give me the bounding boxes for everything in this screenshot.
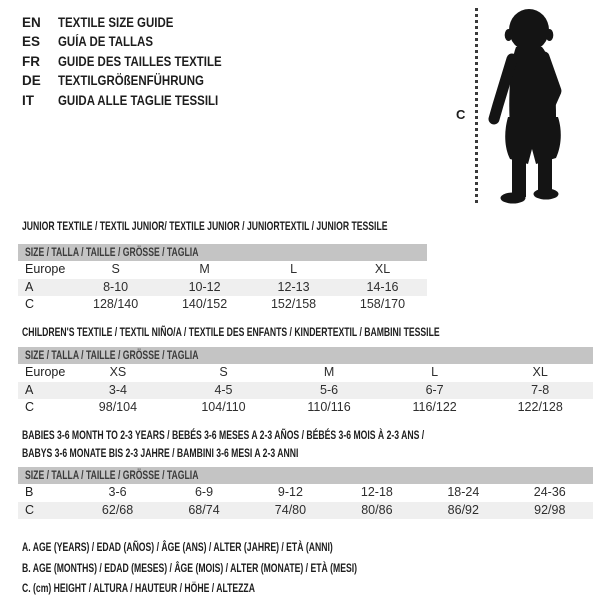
size-value: 7-8 bbox=[487, 382, 593, 400]
size-value: 4-5 bbox=[171, 382, 277, 400]
lang-title: GUÍA DE TALLAS bbox=[58, 34, 153, 50]
size-value: S bbox=[111, 262, 120, 276]
size-band-row bbox=[18, 467, 593, 484]
size-value: S bbox=[219, 365, 228, 379]
row-label: C bbox=[18, 502, 74, 520]
size-value: 6-9 bbox=[194, 485, 214, 499]
size-value: 14-16 bbox=[338, 279, 427, 297]
size-value: 74/80 bbox=[247, 502, 333, 520]
note-age-years-text: A. AGE (YEARS) / EDAD (AÑOS) / ÂGE (ANS) / ALTER (JAHRE) / ETÀ (ANNI) bbox=[22, 540, 333, 554]
row-label: Europe bbox=[25, 365, 66, 379]
size-value: XL bbox=[374, 262, 391, 276]
size-value: 6-7 bbox=[382, 382, 488, 400]
table-row bbox=[18, 296, 427, 314]
size-value: 80/86 bbox=[334, 502, 420, 520]
lang-code: ES bbox=[22, 34, 41, 50]
lang-row-de bbox=[22, 71, 251, 90]
table-row bbox=[18, 399, 593, 417]
size-value: L bbox=[290, 262, 298, 276]
table-row bbox=[18, 364, 593, 382]
note-age-years bbox=[22, 537, 487, 558]
lang-row-fr bbox=[22, 52, 251, 71]
row-label: A bbox=[18, 382, 65, 400]
size-value: L bbox=[431, 365, 439, 379]
lang-code: DE bbox=[22, 73, 41, 89]
babies-section-title-line2: BABYS 3-6 MONATE BIS 2-3 JAHRE / BAMBINI 3-6 MESI A 2-3 ANNI bbox=[22, 446, 299, 460]
size-value: XS bbox=[109, 365, 127, 379]
height-measure-dotted-line bbox=[475, 8, 478, 206]
size-value: 92/98 bbox=[507, 502, 593, 520]
children-size-table bbox=[18, 347, 593, 417]
junior-size-table bbox=[18, 244, 427, 314]
babies-size-table bbox=[18, 467, 593, 519]
size-value: M bbox=[199, 262, 210, 276]
children-section-title-text: CHILDREN'S TEXTILE / TEXTIL NIÑO/A / TEXTILE DES ENFANTS / KINDERTEXTIL / BAMBINI TESSILE bbox=[22, 325, 440, 339]
junior-section-title bbox=[22, 217, 530, 235]
note-age-months bbox=[22, 558, 487, 579]
children-section-title bbox=[22, 323, 600, 341]
lang-title: TEXTILE SIZE GUIDE bbox=[58, 15, 174, 30]
lang-code: EN bbox=[22, 15, 41, 30]
lang-code: IT bbox=[22, 92, 34, 108]
table-row bbox=[18, 382, 593, 400]
table-row bbox=[18, 279, 427, 297]
row-label: C bbox=[25, 400, 35, 414]
size-value: 98/104 bbox=[98, 400, 138, 414]
size-band-header bbox=[18, 347, 593, 364]
size-value: 12-18 bbox=[360, 485, 393, 499]
size-value: 104/110 bbox=[201, 400, 246, 414]
size-band-label: SIZE / TALLA / TAILLE / GRÖSSE / TAGLIA bbox=[25, 245, 199, 259]
size-value: 86/92 bbox=[420, 502, 506, 520]
size-value: 3-4 bbox=[65, 382, 171, 400]
size-value: M bbox=[323, 365, 335, 379]
table-row bbox=[18, 502, 593, 520]
size-value: 140/152 bbox=[181, 297, 228, 311]
lang-row-it bbox=[22, 91, 251, 110]
size-band-header bbox=[18, 467, 593, 484]
size-band-label: SIZE / TALLA / TAILLE / GRÖSSE / TAGLIA bbox=[25, 348, 199, 362]
size-value: 128/140 bbox=[93, 297, 139, 311]
size-value: XL bbox=[532, 365, 548, 379]
size-band-row bbox=[18, 347, 593, 364]
size-value: 116/122 bbox=[412, 400, 457, 414]
size-value: 62/68 bbox=[74, 502, 160, 520]
size-band-label: SIZE / TALLA / TAILLE / GRÖSSE / TAGLIA bbox=[25, 468, 199, 482]
row-label: B bbox=[25, 485, 34, 499]
size-value: 3-6 bbox=[108, 485, 127, 499]
lang-title: GUIDE DES TAILLES TEXTILE bbox=[58, 53, 222, 69]
row-label: A bbox=[18, 279, 71, 297]
size-band-header bbox=[18, 244, 427, 261]
junior-section-title-text: JUNIOR TEXTILE / TEXTIL JUNIOR/ TEXTILE JUNIOR / JUNIORTEXTIL / JUNIOR TESSILE bbox=[22, 219, 388, 233]
baby-silhouette-icon bbox=[482, 7, 572, 207]
row-label: Europe bbox=[25, 262, 66, 276]
babies-section-title bbox=[22, 426, 581, 462]
size-value: 12-13 bbox=[249, 279, 338, 297]
size-value: 152/158 bbox=[270, 297, 317, 311]
size-band-row bbox=[18, 244, 427, 261]
lang-title: GUIDA ALLE TAGLIE TESSILI bbox=[58, 92, 219, 108]
legend-notes bbox=[22, 537, 487, 599]
size-value: 122/128 bbox=[517, 400, 563, 414]
size-value: 110/116 bbox=[307, 400, 351, 414]
size-value: 18-24 bbox=[447, 485, 480, 499]
language-title-list bbox=[22, 13, 251, 110]
note-height-cm-text: C. (cm) HEIGHT / ALTURA / HAUTEUR / HÖHE / ALTEZZA bbox=[22, 581, 255, 595]
size-value: 24-36 bbox=[533, 485, 566, 499]
lang-row-en bbox=[22, 13, 251, 32]
babies-section-title-line1: BABIES 3-6 MONTH TO 2-3 YEARS / BEBÉS 3-6 MESES A 2-3 AÑOS / BÉBÉS 3-6 MOIS À 2-3 ANS / bbox=[22, 428, 425, 442]
note-age-months-text: B. AGE (MONTHS) / EDAD (MESES) / ÂGE (MOIS) / ALTER (MONATE) / ETÀ (MESI) bbox=[22, 560, 358, 575]
lang-row-es bbox=[22, 32, 251, 51]
measure-label-c: C bbox=[456, 107, 466, 122]
size-value: 158/170 bbox=[359, 297, 406, 311]
size-value: 68/74 bbox=[161, 502, 247, 520]
row-label: C bbox=[25, 297, 35, 311]
table-row bbox=[18, 484, 593, 502]
size-value: 10-12 bbox=[160, 279, 249, 297]
lang-title: TEXTILGRÖßENFÜHRUNG bbox=[58, 73, 204, 89]
lang-code: FR bbox=[22, 53, 40, 69]
table-row bbox=[18, 261, 427, 279]
size-value: 5-6 bbox=[276, 382, 382, 400]
size-value: 8-10 bbox=[71, 279, 160, 297]
size-value: 9-12 bbox=[277, 485, 303, 499]
note-height-cm bbox=[22, 578, 487, 599]
